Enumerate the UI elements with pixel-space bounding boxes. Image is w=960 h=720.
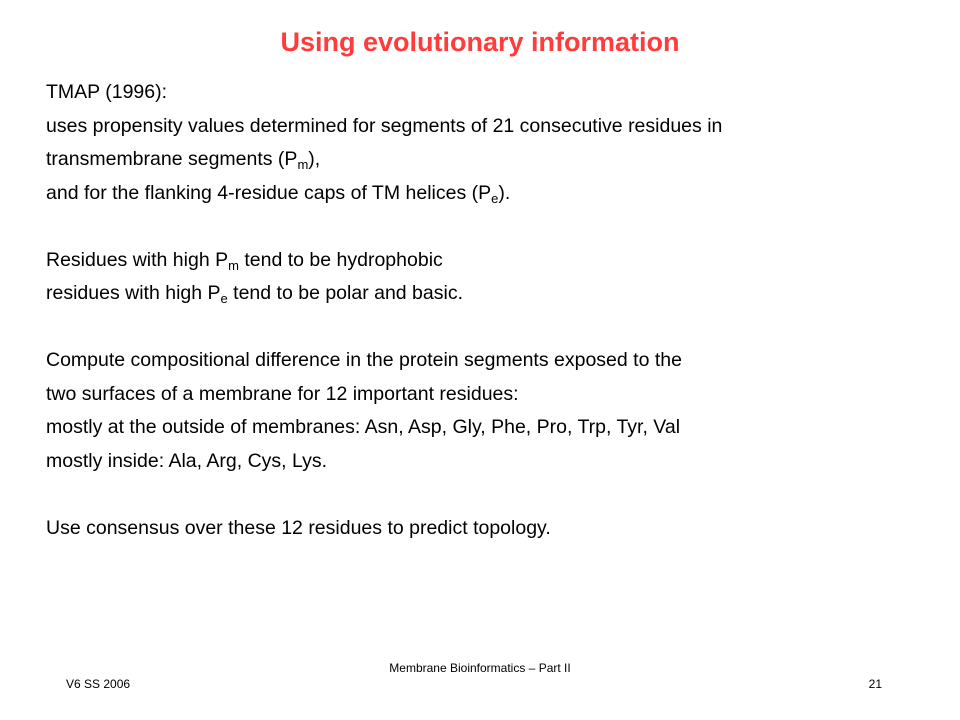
spacer bbox=[46, 210, 926, 244]
subscript: m bbox=[228, 257, 239, 273]
line-text: and for the flanking 4-residue caps of TM helices (P bbox=[46, 181, 492, 204]
body-line bbox=[46, 512, 926, 546]
line-text: tend to be polar and basic. bbox=[227, 282, 463, 304]
line-text: transmembrane segments (P bbox=[46, 148, 298, 170]
subscript: e bbox=[220, 291, 228, 306]
line-text: residues with high P bbox=[46, 282, 221, 304]
slide-title: Using evolutionary information bbox=[280, 27, 680, 57]
slide-body bbox=[46, 76, 926, 545]
body-line bbox=[46, 411, 926, 445]
line-text: ). bbox=[498, 181, 511, 204]
line-text: Residues with high P bbox=[46, 248, 229, 271]
line-text: Use consensus over these 12 residues to predict topology. bbox=[46, 516, 551, 539]
body-line bbox=[46, 445, 926, 479]
body-line bbox=[46, 177, 926, 211]
line-text: tend to be hydrophobic bbox=[238, 248, 443, 271]
subscript: m bbox=[297, 157, 309, 172]
page-number: 21 bbox=[868, 677, 882, 691]
line-text: two surfaces of a membrane for 12 important residues: bbox=[46, 382, 519, 405]
line-text: mostly at the outside of membranes: Asn, Asp, Gly, Phe, Pro, Trp, Tyr, Val bbox=[46, 416, 681, 438]
footer-semester: V6 SS 2006 bbox=[66, 677, 131, 691]
line-text: uses propensity values determined for segments of 21 consecutive residues in bbox=[46, 114, 723, 137]
body-line bbox=[46, 277, 926, 311]
body-line bbox=[46, 344, 926, 378]
spacer bbox=[46, 478, 926, 512]
line-text: TMAP (1996): bbox=[46, 81, 168, 103]
body-line bbox=[46, 76, 926, 110]
subscript: e bbox=[491, 190, 499, 206]
body-line bbox=[46, 244, 926, 278]
line-text: mostly inside: Ala, Arg, Cys, Lys. bbox=[46, 449, 328, 472]
body-line bbox=[46, 110, 926, 144]
body-line bbox=[46, 143, 926, 177]
footer-course-title: Membrane Bioinformatics – Part II bbox=[389, 661, 571, 675]
spacer bbox=[46, 311, 926, 345]
body-line bbox=[46, 378, 926, 412]
line-text: Compute compositional difference in the protein segments exposed to the bbox=[46, 349, 682, 371]
line-text: ), bbox=[308, 148, 321, 170]
